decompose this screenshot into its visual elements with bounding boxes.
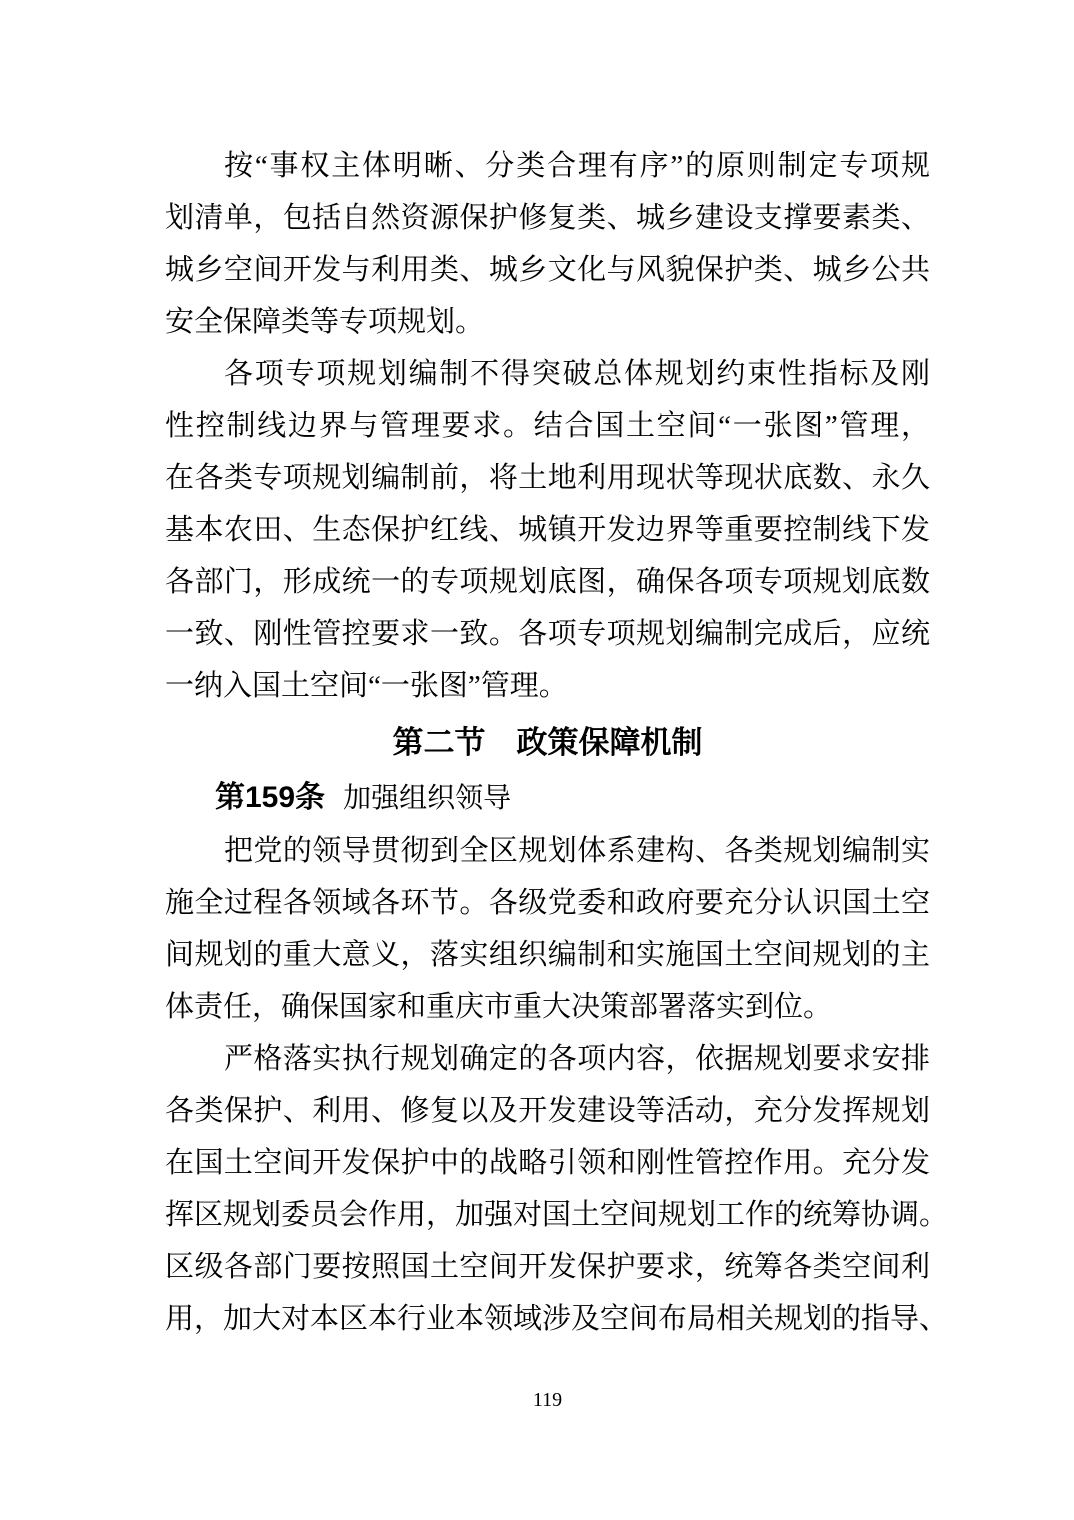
text-line: 在各类专项规划编制前，将土地利用现状等现状底数、永久 bbox=[165, 462, 930, 494]
page-footer bbox=[165, 1389, 930, 1412]
document-content bbox=[165, 140, 949, 1345]
text-line: 挥区规划委员会作用，加强对国土空间规划工作的统筹协调。 bbox=[165, 1199, 949, 1231]
article-title: 加强组织领导 bbox=[343, 783, 512, 814]
text-line: 一纳入国土空间“一张图”管理。 bbox=[165, 670, 568, 702]
text-line: 城乡空间开发与利用类、城乡文化与风貌保护类、城乡公共 bbox=[165, 254, 930, 286]
text-line: 一致、刚性管控要求一致。各项专项规划编制完成后，应统 bbox=[165, 618, 930, 650]
article-heading bbox=[165, 771, 930, 825]
page-number: 119 bbox=[532, 1389, 563, 1411]
text-line: 间规划的重大意义，落实组织编制和实施国土空间规划的主 bbox=[165, 939, 930, 971]
paragraph-special-plan-control bbox=[165, 348, 930, 712]
text-line: 体责任，确保国家和重庆市重大决策部署落实到位。 bbox=[165, 991, 833, 1023]
text-line: 安全保障类等专项规划。 bbox=[165, 306, 485, 338]
text-line: 各项专项规划编制不得突破总体规划约束性指标及刚 bbox=[224, 358, 930, 390]
text-line: 按“事权主体明晰、分类合理有序”的原则制定专项规 bbox=[224, 150, 930, 182]
article-number: 第159条 bbox=[215, 781, 326, 814]
text-line: 把党的领导贯彻到全区规划体系建构、各类规划编制实 bbox=[224, 835, 930, 867]
paragraph-party-leadership bbox=[165, 825, 930, 1033]
text-line: 各部门，形成统一的专项规划底图，确保各项专项规划底数 bbox=[165, 566, 930, 598]
text-line: 各类保护、利用、修复以及开发建设等活动，充分发挥规划 bbox=[165, 1095, 930, 1127]
text-line: 施全过程各领域各环节。各级党委和政府要充分认识国土空 bbox=[165, 887, 930, 919]
text-line: 性控制线边界与管理要求。结合国土空间“一张图”管理， bbox=[165, 410, 930, 442]
section-heading: 第二节 政策保障机制 bbox=[392, 725, 703, 760]
text-line: 严格落实执行规划确定的各项内容，依据规划要求安排 bbox=[224, 1043, 930, 1075]
text-line: 区级各部门要按照国土空间开发保护要求，统筹各类空间利 bbox=[165, 1251, 930, 1283]
text-line: 用，加大对本区本行业本领域涉及空间布局相关规划的指导、 bbox=[165, 1303, 949, 1335]
text-line: 基本农田、生态保护红线、城镇开发边界等重要控制线下发 bbox=[165, 514, 930, 546]
text-line: 划清单，包括自然资源保护修复类、城乡建设支撑要素类、 bbox=[165, 202, 930, 234]
paragraph-special-plan-list bbox=[165, 140, 930, 348]
paragraph-plan-implementation bbox=[165, 1033, 949, 1345]
text-line: 在国土空间开发保护中的战略引领和刚性管控作用。充分发 bbox=[165, 1147, 930, 1179]
